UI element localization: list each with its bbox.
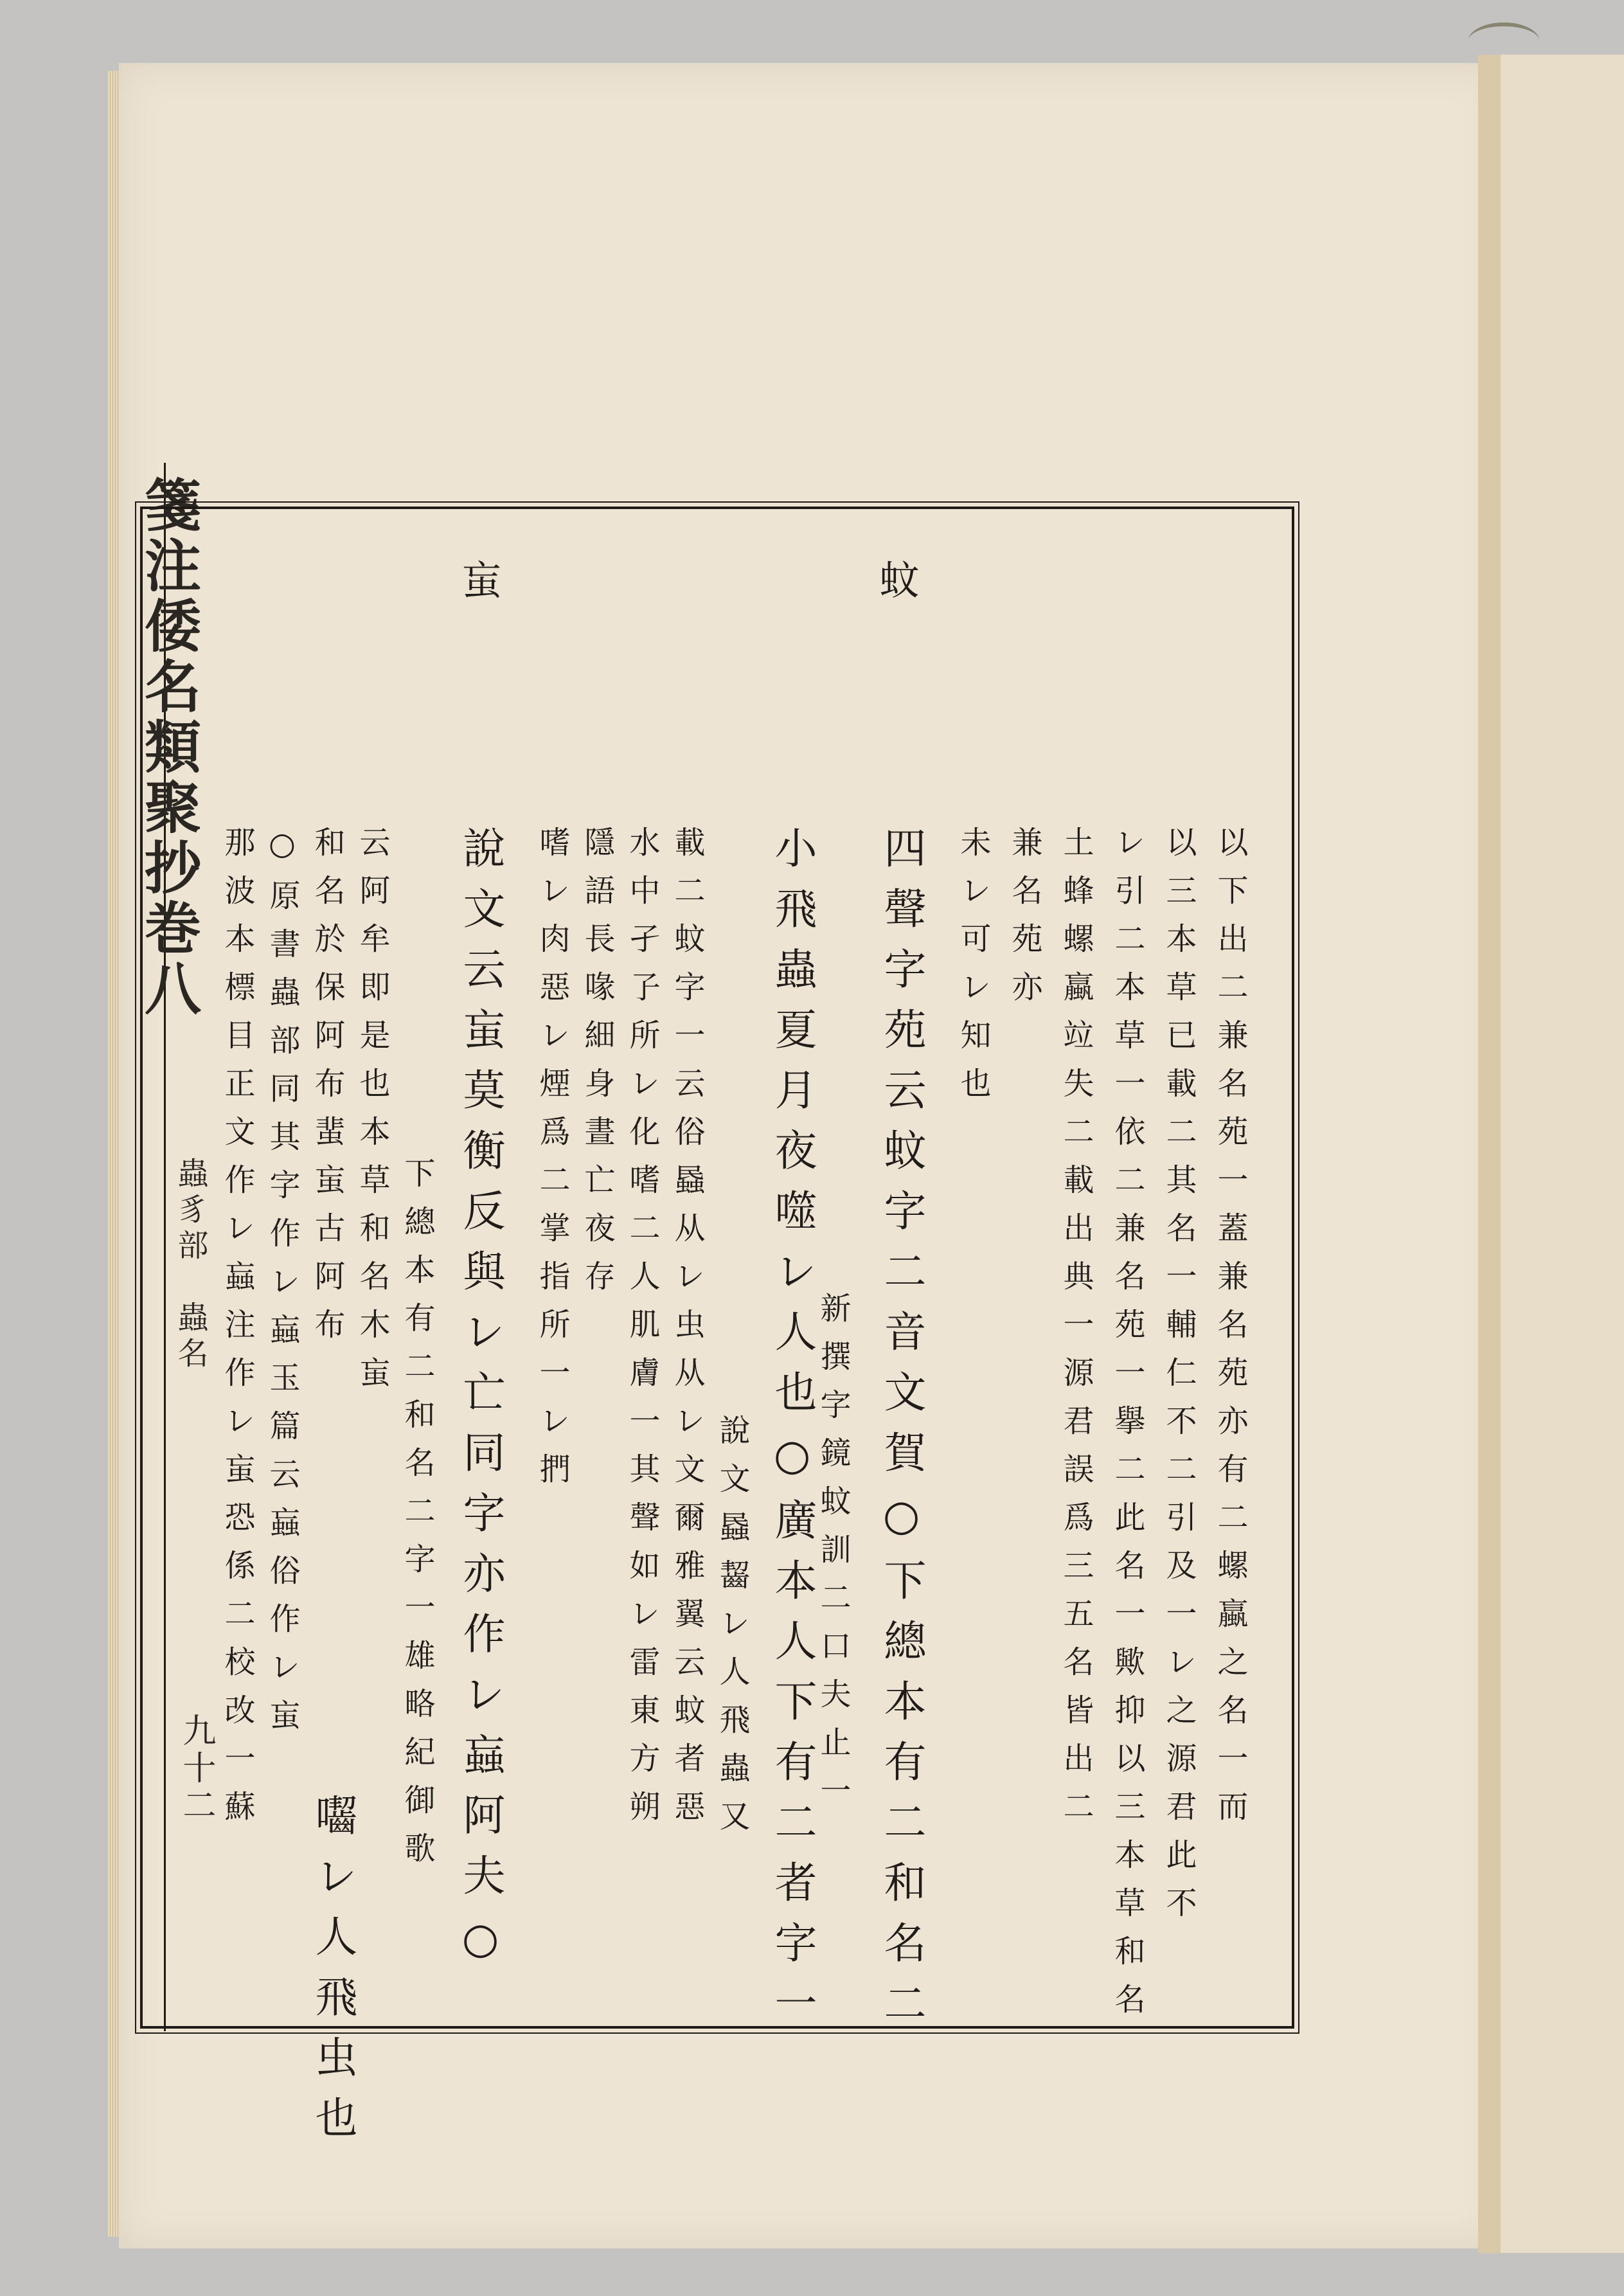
headword-ka: 蚊 — [873, 559, 920, 599]
headword-abu: 䖟 — [455, 559, 502, 599]
text-column: 兼名苑亦 — [1006, 826, 1042, 1019]
text-column: 土蜂螺蠃竝失二載出典一源君誤爲三五名皆出二 — [1058, 826, 1094, 1838]
text-column: 嗜レ肉惡レ煙爲二掌指所一レ捫 — [534, 826, 570, 1501]
text-column: 以下出二兼名苑一蓋兼名苑亦有二螺蠃之名一而 — [1212, 826, 1248, 1838]
text-column: 囓レ人飛虫也 — [308, 1793, 357, 2156]
page-gutter — [1478, 55, 1501, 2253]
text-column: ○原書蟲部同其字作レ蝱玉篇云蝱俗作レ䖟 — [264, 826, 300, 1747]
text-column: 未レ可レ知也 — [955, 826, 991, 1115]
text-column: 說文蟁齧レ人飛蟲又 — [714, 1414, 750, 1848]
section-label: 蟲豸部 蟲名 — [172, 1157, 208, 1373]
text-column: 四聲字苑云蚊字二音文賀○下總本有二和名二 — [877, 826, 926, 2041]
text-column: 隱語長喙細身晝亡夜存 — [579, 826, 615, 1308]
text-column: 水中孑孒所レ化嗜二人肌膚一其聲如レ雷東方朔 — [624, 826, 660, 1838]
text-column: 以三本草已載二其名一輔仁不二引及一レ之源君此不 — [1161, 826, 1197, 1935]
book-title-text: 箋注倭名類聚抄 — [136, 476, 202, 899]
page-number: 九十二 — [177, 1713, 215, 1825]
text-column: 云阿牟即是也本草和名木䖟 — [354, 826, 390, 1404]
text-column: レ引二本草一依二兼名苑一擧二此名一歟抑以三本草和名 — [1109, 826, 1145, 2031]
text-column: 下總本有二和名二字一雄略紀御歌 — [399, 1157, 435, 1880]
text-column: 那波本標目正文作レ蝱注作レ䖟恐係二校改一蘇 — [219, 826, 255, 1838]
text-column: 說文云䖟莫衡反與レ亡同字亦作レ蝱阿夫○ — [456, 826, 505, 1981]
binding-thread — [1468, 22, 1539, 58]
text-column: 載二蚊字一云俗蟁从レ虫从レ文爾雅翼云蚊者惡 — [669, 826, 705, 1838]
volume-label: 巻八 — [136, 899, 202, 1019]
text-column: 小飛蟲夏月夜噬レ人也○廣本人下有二者字一 — [767, 826, 817, 2041]
text-column: 新撰字鏡蚊訓二口夫止一 — [815, 1292, 851, 1822]
text-column: 和名於保阿布蜚䖟古阿布 — [309, 826, 345, 1356]
facing-page — [1501, 55, 1624, 2253]
